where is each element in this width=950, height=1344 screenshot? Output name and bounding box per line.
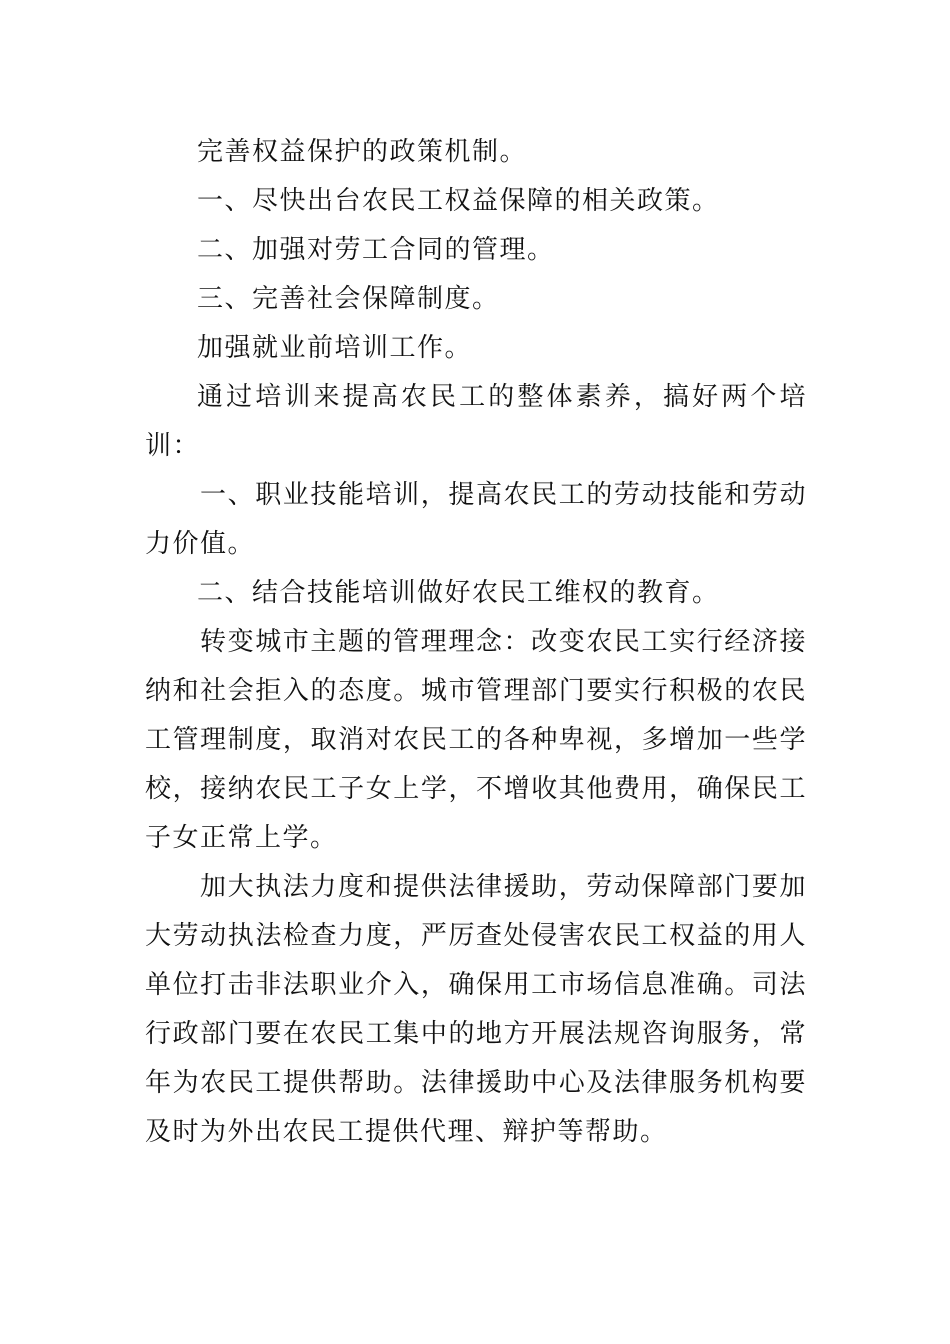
paragraph-training-item-1: 一、职业技能培训，提高农民工的劳动技能和劳动力价值。: [145, 480, 807, 559]
paragraph-item-1: 一、尽快出台农民工权益保障的相关政策。: [197, 186, 720, 216]
paragraph-heading-policy: 完善权益保护的政策机制。: [197, 137, 528, 167]
paragraph-training-intro: 通过培训来提高农民工的整体素养，搞好两个培训：: [145, 382, 807, 461]
paragraph-city-management: 转变城市主题的管理理念：改变农民工实行经济接纳和社会拒入的态度。城市管理部门要实行积极的农民工管理制度，取消对农民工的各种卑视，多增加一些学校，接纳农民工子女上学，不增收其他费用，确保民工子女正常上学。: [145, 627, 807, 853]
paragraph-item-3: 三、完善社会保障制度。: [197, 284, 500, 314]
paragraph-heading-training: 加强就业前培训工作。: [197, 333, 473, 363]
paragraph-item-2: 二、加强对劳工合同的管理。: [197, 235, 555, 265]
document-body: [145, 128, 807, 1157]
paragraph-legal-aid: 加大执法力度和提供法律援助，劳动保障部门要加大劳动执法检查力度，严厉查处侵害农民工权益的用人单位打击非法职业介入，确保用工市场信息准确。司法行政部门要在农民工集中的地方开展法规咨询服务，常年为农民工提供帮助。法律援助中心及法律服务机构要及时为外出农民工提供代理、辩护等帮助。: [145, 872, 807, 1147]
paragraph-training-item-2: 二、结合技能培训做好农民工维权的教育。: [197, 578, 720, 608]
